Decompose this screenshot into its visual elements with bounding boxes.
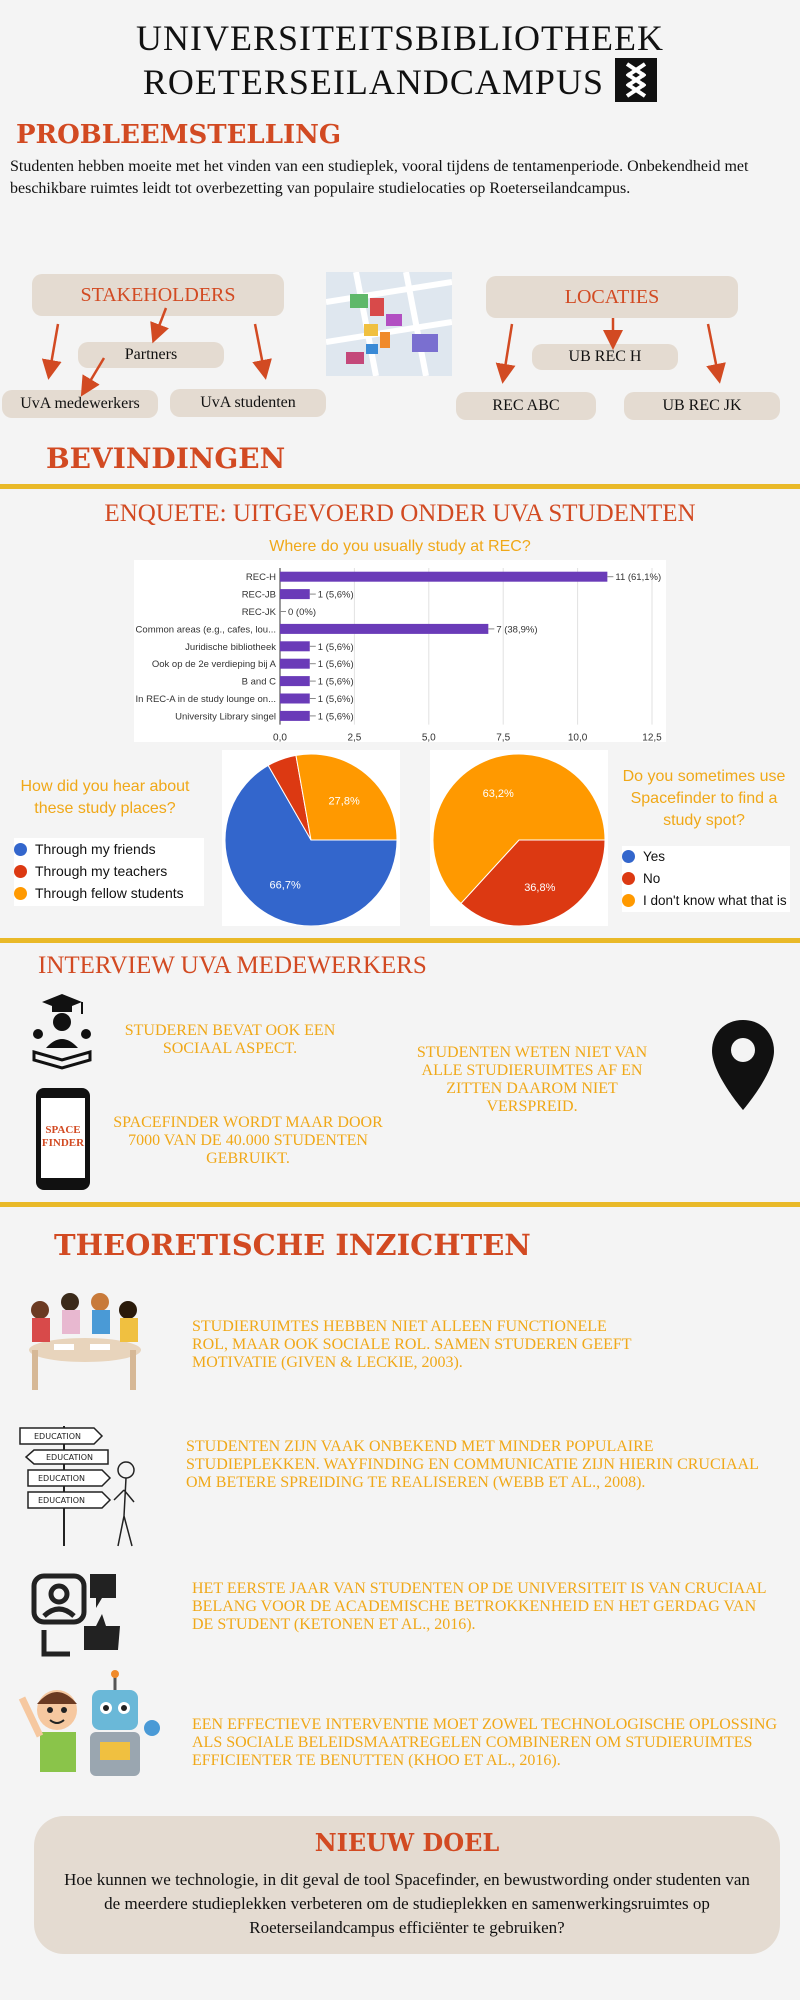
sign-label: EDUCATION <box>34 1432 82 1441</box>
pie1-legend-item <box>14 882 204 904</box>
pie1-legend-item <box>14 838 204 860</box>
theory-item-4: EEN EFFECTIEVE INTERVENTIE MOET ZOWEL TECHNOLOGISCHE OPLOSSING ALS SOCIALE BELEIDSMAATREGELEN COMBINEREN OM STUDIERUIMTES EFFICIENTER TE BENUTTEN (KHOO ET AL., 2016). <box>192 1716 778 1769</box>
pie1-legend-label: Through fellow students <box>35 885 184 901</box>
category-label: REC-JK <box>241 607 276 618</box>
pie2-legend-item <box>622 846 790 868</box>
data-label: 7 (38,9%) <box>496 624 538 636</box>
students-pill: UvA studenten <box>170 389 326 417</box>
blue-dot-icon <box>14 843 27 856</box>
section-rule-2 <box>0 938 800 943</box>
data-label: 0 (0%) <box>288 607 316 618</box>
students-group-illustration <box>20 1288 150 1400</box>
uva-logo-icon <box>615 58 657 102</box>
red-dot-icon <box>14 865 27 878</box>
problem-text: Studenten hebben moeite met het vinden van een studieplek, vooral tijdens de tentamenperiode. Onbekendheid met beschikbare ruimtes leidt tot overbezetting van populaire studielocaties op Roeterseilandcampus. <box>10 158 749 197</box>
pie1-panel <box>222 750 400 926</box>
category-label: Juridische bibliotheek <box>185 641 276 653</box>
campus-map-image <box>326 272 452 376</box>
location-arrows <box>450 310 750 390</box>
category-label: Common areas (e.g., cafes, lou... <box>135 624 276 636</box>
blue-dot-icon <box>622 850 635 863</box>
section-rule-3 <box>0 1202 800 1207</box>
theory-heading: THEORETISCHE INZICHTEN <box>54 1228 531 1262</box>
theory-item-2: STUDENTEN ZIJN VAAK ONBEKEND MET MINDER POPULAIRE STUDIEPLEKKEN. WAYFINDING EN COMMUNICATIE ZIJN HIERIN CRUCIAAL OM BETERE SPREIDING TE REALISEREN (WEBB ET AL., 2008). <box>186 1438 759 1491</box>
goal-heading: NIEUW DOEL <box>314 1828 500 1857</box>
slice-label: 63,2% <box>482 787 514 800</box>
pie2-panel <box>430 750 608 926</box>
bar-chart-title: Where do you usually study at REC? <box>269 538 531 555</box>
sign-label: EDUCATION <box>38 1474 86 1483</box>
data-label: 1 (5,6%) <box>317 659 354 671</box>
data-label: 1 (5,6%) <box>317 676 354 688</box>
bar <box>280 572 607 582</box>
phone-spacefinder-icon <box>36 1088 90 1190</box>
theory-item-3: HET EERSTE JAAR VAN STUDENTEN OP DE UNIVERSITEIT IS VAN CRUCIAAL BELANG VOOR DE ACADEMISCHE BETROKKENHEID EN HET GERDAG VAN DE STUDENT (KETONEN ET AL., 2016). <box>192 1580 766 1633</box>
interview-point-1: STUDEREN BEVAT OOK EEN SOCIAAL ASPECT. <box>124 1022 336 1057</box>
bar <box>280 711 310 721</box>
goal-text: Hoe kunnen we technologie, in dit geval de tool Spacefinder, en bewustwording onder studenten van de meerdere studieplekken verbeteren om de studieplekken en samenwerkingsruimtes op Roeterseilandcampus efficiënter te gebruiken? <box>64 1870 750 1937</box>
interview-point-3: STUDENTEN WETEN NIET VAN ALLE STUDIERUIMTES AF EN ZITTEN DAAROM NIET VERSPREID. <box>416 1044 648 1115</box>
interview-heading: INTERVIEW UVA MEDEWERKERS <box>38 952 427 979</box>
location-ub-rec-jk: UB REC JK <box>624 392 780 420</box>
theory-item-1: STUDIERUIMTES HEBBEN NIET ALLEEN FUNCTIONELE ROL, MAAR OOK SOCIALE ROL. SAMEN STUDEREN GEEFT MOTIVATIE (GIVEN & LECKIE, 2003). <box>192 1318 632 1371</box>
bar-chart-panel <box>134 560 666 742</box>
pie1-legend-label: Through my friends <box>35 841 156 857</box>
x-tick-label: 10,0 <box>567 732 588 742</box>
location-pin-icon <box>710 1018 776 1112</box>
sign-label: EDUCATION <box>38 1496 86 1505</box>
pie2-legend <box>622 846 790 912</box>
education-signpost-illustration <box>14 1420 144 1550</box>
interview-point-2: SPACEFINDER WORDT MAAR DOOR 7000 VAN DE 40.000 STUDENTEN GEBRUIKT. <box>113 1114 383 1167</box>
stakeholders-pill: STAKEHOLDERS <box>32 274 284 316</box>
section-rule-1 <box>0 484 800 489</box>
data-label: 1 (5,6%) <box>317 641 354 653</box>
bar <box>280 694 310 704</box>
feedback-likes-icon <box>30 1568 126 1660</box>
category-label: University Library singel <box>175 711 276 723</box>
pie-chart-2 <box>430 750 608 926</box>
pie2-legend-label: I don't know what that is <box>643 893 787 908</box>
x-tick-label: 0,0 <box>273 732 287 742</box>
slice-label: 27,8% <box>328 795 360 808</box>
x-tick-label: 12,5 <box>642 732 662 742</box>
category-label: In REC-A in de study lounge on... <box>135 694 276 705</box>
page-title-line2-row <box>0 58 800 103</box>
bar <box>280 641 310 651</box>
sign-label: EDUCATION <box>46 1453 94 1462</box>
survey-heading: ENQUETE: UITGEVOERD ONDER UVA STUDENTEN <box>104 500 696 527</box>
pie1-legend-label: Through my teachers <box>35 863 168 879</box>
pie1-question: How did you hear about these study places? <box>20 778 190 817</box>
pie1-legend <box>14 838 204 906</box>
bar <box>280 624 488 634</box>
x-tick-label: 7,5 <box>496 732 511 742</box>
data-label: 1 (5,6%) <box>317 711 354 723</box>
kid-robot-illustration <box>12 1670 162 1790</box>
category-label: REC-JB <box>241 589 276 601</box>
orange-dot-icon <box>14 887 27 900</box>
data-label: 1 (5,6%) <box>317 589 354 601</box>
slice-label: 66,7% <box>269 879 301 892</box>
pie2-legend-label: Yes <box>643 849 666 864</box>
slice-label: 36,8% <box>524 882 556 895</box>
page-title-line1: UNIVERSITEITSBIBLIOTHEEK <box>136 18 664 58</box>
pie2-legend-item <box>622 890 790 912</box>
x-tick-label: 5,0 <box>421 732 436 742</box>
findings-heading: BEVINDINGEN <box>46 442 286 475</box>
location-rec-abc: REC ABC <box>456 392 596 420</box>
locations-pill: LOCATIES <box>486 276 738 318</box>
pie2-legend-item <box>622 868 790 890</box>
red-dot-icon <box>622 872 635 885</box>
location-ub-rec-h: UB REC H <box>532 344 678 370</box>
pie1-legend-item <box>14 860 204 882</box>
pie2-question: Do you sometimes use Spacefinder to find a study spot? <box>622 768 786 829</box>
bar <box>280 659 310 669</box>
staff-pill: UvA medewerkers <box>2 390 158 418</box>
stakeholder-arrows <box>0 290 330 400</box>
orange-dot-icon <box>622 894 635 907</box>
problem-heading: PROBLEEMSTELLING <box>16 120 342 150</box>
phone-screen-text: SPACE FINDER <box>41 1124 85 1149</box>
bar <box>280 676 310 686</box>
graduate-reader-icon <box>28 990 98 1070</box>
page-title-line2: ROETERSEILANDCAMPUS <box>142 62 604 102</box>
bar-chart <box>134 560 666 742</box>
pie-chart-1 <box>222 750 400 926</box>
data-label: 11 (61,1%) <box>615 572 662 584</box>
pie2-legend-label: No <box>643 871 661 886</box>
category-label: Ook op de 2e verdieping bij A <box>151 659 276 671</box>
category-label: B and C <box>241 676 276 688</box>
partners-pill: Partners <box>78 342 224 368</box>
bar <box>280 589 310 599</box>
data-label: 1 (5,6%) <box>317 694 354 705</box>
x-tick-label: 2,5 <box>347 732 362 742</box>
category-label: REC-H <box>245 572 276 584</box>
